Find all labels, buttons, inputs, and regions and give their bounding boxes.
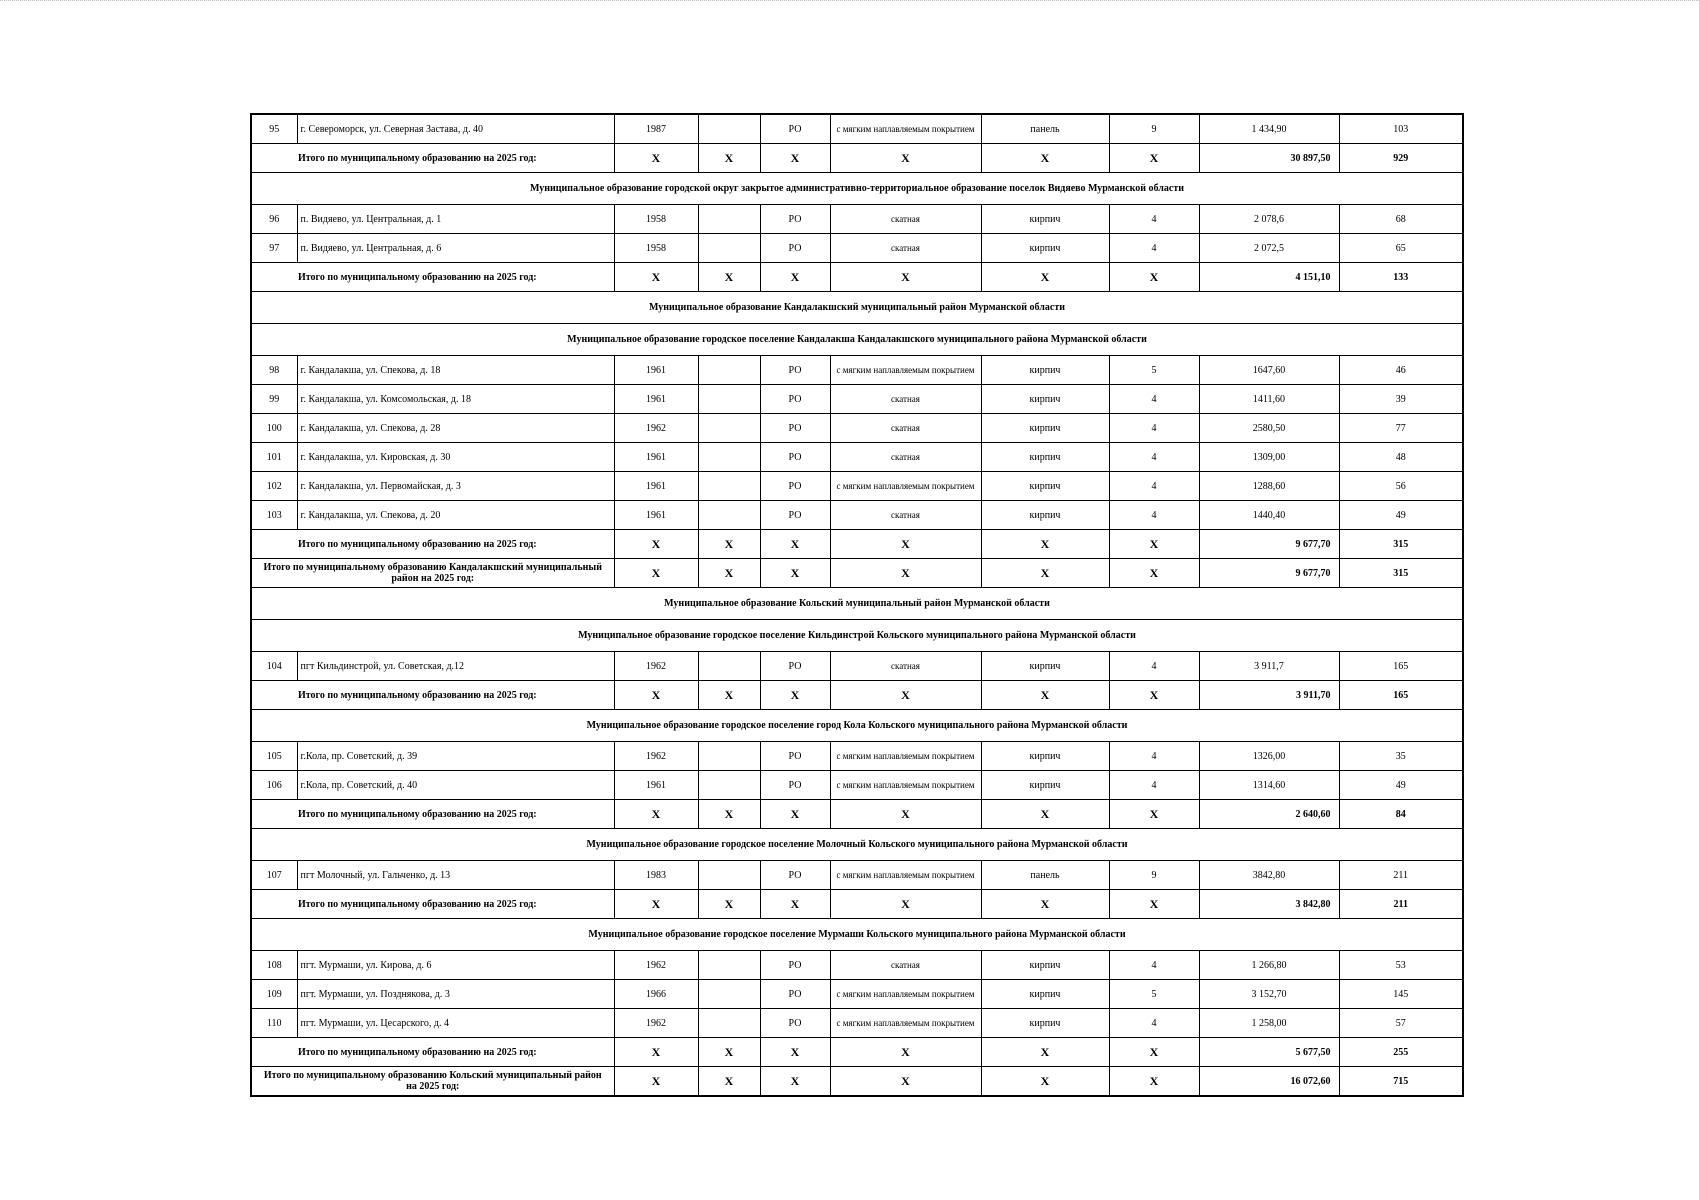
residents-cell: 77 — [1339, 414, 1463, 443]
x-mark: X — [981, 263, 1109, 292]
walls-cell: кирпич — [981, 652, 1109, 681]
x-mark: X — [830, 890, 981, 919]
table-row — [251, 472, 1463, 501]
table-row — [251, 501, 1463, 530]
x-mark: X — [760, 144, 830, 173]
residents-cell: 49 — [1339, 771, 1463, 800]
walls-cell: кирпич — [981, 951, 1109, 980]
row-number: 103 — [251, 501, 297, 530]
ro-cell: РО — [760, 472, 830, 501]
x-mark: X — [830, 559, 981, 588]
total-area: 3 842,80 — [1199, 890, 1339, 919]
x-mark: X — [830, 1038, 981, 1067]
walls-cell: кирпич — [981, 742, 1109, 771]
x-mark: X — [760, 559, 830, 588]
total-label: Итого по муниципальному образованию Кольский муниципальный район на 2025 год: — [251, 1067, 614, 1097]
address-cell: пгт. Мурмаши, ул. Цесарского, д. 4 — [297, 1009, 614, 1038]
x-mark: X — [760, 1067, 830, 1097]
empty-cell — [698, 443, 760, 472]
x-mark: X — [698, 263, 760, 292]
total-label: Итого по муниципальному образованию на 2025 год: — [251, 530, 614, 559]
x-mark: X — [614, 559, 698, 588]
walls-cell: кирпич — [981, 234, 1109, 263]
residents-cell: 35 — [1339, 742, 1463, 771]
address-cell: г. Кандалакша, ул. Спекова, д. 20 — [297, 501, 614, 530]
walls-cell: кирпич — [981, 501, 1109, 530]
x-mark: X — [830, 681, 981, 710]
ro-cell: РО — [760, 501, 830, 530]
area-cell: 1314,60 — [1199, 771, 1339, 800]
residents-cell: 39 — [1339, 385, 1463, 414]
total-area: 30 897,50 — [1199, 144, 1339, 173]
ro-cell: РО — [760, 114, 830, 144]
area-cell: 3 152,70 — [1199, 980, 1339, 1009]
row-number: 101 — [251, 443, 297, 472]
year-cell: 1958 — [614, 205, 698, 234]
roof-cell: с мягким наплавляемым покрытием — [830, 114, 981, 144]
area-cell: 1 434,90 — [1199, 114, 1339, 144]
x-mark: X — [760, 681, 830, 710]
table-row — [251, 742, 1463, 771]
x-mark: X — [698, 530, 760, 559]
ro-cell: РО — [760, 205, 830, 234]
table-row — [251, 356, 1463, 385]
year-cell: 1961 — [614, 385, 698, 414]
empty-cell — [698, 205, 760, 234]
section-header-row — [251, 173, 1463, 205]
scan-edge — [0, 0, 1699, 7]
x-mark: X — [830, 1067, 981, 1097]
section-header-row — [251, 710, 1463, 742]
table-row — [251, 205, 1463, 234]
x-mark: X — [760, 530, 830, 559]
residents-cell: 49 — [1339, 501, 1463, 530]
empty-cell — [698, 951, 760, 980]
floors-cell: 4 — [1109, 443, 1199, 472]
row-number: 98 — [251, 356, 297, 385]
total-residents: 929 — [1339, 144, 1463, 173]
area-cell: 1411,60 — [1199, 385, 1339, 414]
area-cell: 1 258,00 — [1199, 1009, 1339, 1038]
roof-cell: скатная — [830, 652, 981, 681]
floors-cell: 4 — [1109, 501, 1199, 530]
walls-cell: кирпич — [981, 356, 1109, 385]
x-mark: X — [981, 559, 1109, 588]
empty-cell — [698, 234, 760, 263]
residents-cell: 103 — [1339, 114, 1463, 144]
total-label: Итого по муниципальному образованию на 2025 год: — [251, 144, 614, 173]
x-mark: X — [981, 1038, 1109, 1067]
residents-cell: 145 — [1339, 980, 1463, 1009]
empty-cell — [698, 356, 760, 385]
x-mark: X — [760, 263, 830, 292]
x-mark: X — [760, 890, 830, 919]
total-label: Итого по муниципальному образованию на 2025 год: — [251, 681, 614, 710]
residents-cell: 48 — [1339, 443, 1463, 472]
table-row — [251, 234, 1463, 263]
area-cell: 2 078,6 — [1199, 205, 1339, 234]
x-mark: X — [830, 144, 981, 173]
x-mark: X — [614, 890, 698, 919]
residents-cell: 165 — [1339, 652, 1463, 681]
x-mark: X — [698, 144, 760, 173]
empty-cell — [698, 771, 760, 800]
district-total-row — [251, 1067, 1463, 1097]
floors-cell: 4 — [1109, 414, 1199, 443]
table-row — [251, 980, 1463, 1009]
ro-cell: РО — [760, 1009, 830, 1038]
area-cell: 1 266,80 — [1199, 951, 1339, 980]
roof-cell: с мягким наплавляемым покрытием — [830, 1009, 981, 1038]
roof-cell: с мягким наплавляемым покрытием — [830, 980, 981, 1009]
x-mark: X — [830, 263, 981, 292]
municipality-total-row — [251, 144, 1463, 173]
year-cell: 1961 — [614, 501, 698, 530]
section-header: Муниципальное образование городское поселение Мурмаши Кольского муниципального района Мурманской области — [251, 919, 1463, 951]
x-mark: X — [614, 800, 698, 829]
ro-cell: РО — [760, 414, 830, 443]
floors-cell: 4 — [1109, 472, 1199, 501]
x-mark: X — [614, 681, 698, 710]
ro-cell: РО — [760, 443, 830, 472]
address-cell: г. Кандалакша, ул. Первомайская, д. 3 — [297, 472, 614, 501]
table-row — [251, 414, 1463, 443]
x-mark: X — [981, 890, 1109, 919]
municipality-total-row — [251, 800, 1463, 829]
residents-cell: 65 — [1339, 234, 1463, 263]
area-cell: 1288,60 — [1199, 472, 1339, 501]
year-cell: 1962 — [614, 951, 698, 980]
roof-cell: скатная — [830, 385, 981, 414]
x-mark: X — [698, 1038, 760, 1067]
walls-cell: кирпич — [981, 771, 1109, 800]
empty-cell — [698, 414, 760, 443]
municipality-total-row — [251, 1038, 1463, 1067]
year-cell: 1961 — [614, 443, 698, 472]
x-mark: X — [981, 800, 1109, 829]
table-row — [251, 1009, 1463, 1038]
section-header-row — [251, 588, 1463, 620]
table-row — [251, 861, 1463, 890]
x-mark: X — [1109, 800, 1199, 829]
residents-cell: 211 — [1339, 861, 1463, 890]
ro-cell: РО — [760, 980, 830, 1009]
empty-cell — [698, 742, 760, 771]
x-mark: X — [1109, 559, 1199, 588]
municipality-total-row — [251, 890, 1463, 919]
total-residents: 84 — [1339, 800, 1463, 829]
area-cell: 2 072,5 — [1199, 234, 1339, 263]
total-residents: 255 — [1339, 1038, 1463, 1067]
walls-cell: кирпич — [981, 414, 1109, 443]
x-mark: X — [1109, 681, 1199, 710]
total-area: 3 911,70 — [1199, 681, 1339, 710]
year-cell: 1962 — [614, 742, 698, 771]
floors-cell: 4 — [1109, 234, 1199, 263]
empty-cell — [698, 385, 760, 414]
table-row — [251, 114, 1463, 144]
walls-cell: кирпич — [981, 980, 1109, 1009]
total-area: 9 677,70 — [1199, 559, 1339, 588]
year-cell: 1961 — [614, 771, 698, 800]
row-number: 108 — [251, 951, 297, 980]
x-mark: X — [981, 681, 1109, 710]
total-residents: 133 — [1339, 263, 1463, 292]
roof-cell: скатная — [830, 951, 981, 980]
residents-cell: 46 — [1339, 356, 1463, 385]
area-cell: 3 911,7 — [1199, 652, 1339, 681]
area-cell: 1309,00 — [1199, 443, 1339, 472]
table-row — [251, 385, 1463, 414]
walls-cell: панель — [981, 861, 1109, 890]
total-label: Итого по муниципальному образованию на 2025 год: — [251, 800, 614, 829]
year-cell: 1962 — [614, 414, 698, 443]
empty-cell — [698, 501, 760, 530]
total-area: 16 072,60 — [1199, 1067, 1339, 1097]
total-area: 4 151,10 — [1199, 263, 1339, 292]
address-cell: г. Кандалакша, ул. Кировская, д. 30 — [297, 443, 614, 472]
roof-cell: скатная — [830, 234, 981, 263]
row-number: 96 — [251, 205, 297, 234]
floors-cell: 4 — [1109, 1009, 1199, 1038]
empty-cell — [698, 980, 760, 1009]
address-cell: г.Кола, пр. Советский, д. 39 — [297, 742, 614, 771]
x-mark: X — [614, 263, 698, 292]
x-mark: X — [698, 800, 760, 829]
ro-cell: РО — [760, 861, 830, 890]
section-header: Муниципальное образование Кандалакшский муниципальный район Мурманской области — [251, 292, 1463, 324]
district-total-row — [251, 559, 1463, 588]
total-label: Итого по муниципальному образованию на 2025 год: — [251, 263, 614, 292]
floors-cell: 9 — [1109, 114, 1199, 144]
row-number: 105 — [251, 742, 297, 771]
row-number: 106 — [251, 771, 297, 800]
section-header: Муниципальное образование городской округ закрытое административно-территориальное образование поселок Видяево Мурманской области — [251, 173, 1463, 205]
x-mark: X — [1109, 890, 1199, 919]
address-cell: г. Кандалакша, ул. Спекова, д. 28 — [297, 414, 614, 443]
section-header-row — [251, 829, 1463, 861]
x-mark: X — [981, 530, 1109, 559]
residents-cell: 53 — [1339, 951, 1463, 980]
total-area: 5 677,50 — [1199, 1038, 1339, 1067]
empty-cell — [698, 652, 760, 681]
x-mark: X — [1109, 263, 1199, 292]
municipality-total-row — [251, 530, 1463, 559]
total-label: Итого по муниципальному образованию на 2025 год: — [251, 890, 614, 919]
year-cell: 1961 — [614, 356, 698, 385]
ro-cell: РО — [760, 652, 830, 681]
document-page — [250, 113, 1462, 1097]
row-number: 107 — [251, 861, 297, 890]
x-mark: X — [614, 530, 698, 559]
residents-cell: 68 — [1339, 205, 1463, 234]
total-residents: 165 — [1339, 681, 1463, 710]
x-mark: X — [1109, 530, 1199, 559]
x-mark: X — [981, 1067, 1109, 1097]
floors-cell: 4 — [1109, 652, 1199, 681]
total-area: 9 677,70 — [1199, 530, 1339, 559]
x-mark: X — [760, 800, 830, 829]
address-cell: г. Кандалакша, ул. Спекова, д. 18 — [297, 356, 614, 385]
x-mark: X — [698, 890, 760, 919]
empty-cell — [698, 472, 760, 501]
total-area: 2 640,60 — [1199, 800, 1339, 829]
walls-cell: кирпич — [981, 1009, 1109, 1038]
area-cell: 3842,80 — [1199, 861, 1339, 890]
residents-cell: 57 — [1339, 1009, 1463, 1038]
floors-cell: 5 — [1109, 356, 1199, 385]
row-number: 100 — [251, 414, 297, 443]
x-mark: X — [614, 1038, 698, 1067]
section-header: Муниципальное образование городское поселение Кильдинстрой Кольского муниципального района Мурманской области — [251, 620, 1463, 652]
area-cell: 2580,50 — [1199, 414, 1339, 443]
table-row — [251, 443, 1463, 472]
floors-cell: 4 — [1109, 205, 1199, 234]
total-residents: 715 — [1339, 1067, 1463, 1097]
year-cell: 1983 — [614, 861, 698, 890]
address-cell: пгт. Мурмаши, ул. Кирова, д. 6 — [297, 951, 614, 980]
section-header-row — [251, 292, 1463, 324]
x-mark: X — [760, 1038, 830, 1067]
area-cell: 1326,00 — [1199, 742, 1339, 771]
floors-cell: 9 — [1109, 861, 1199, 890]
ro-cell: РО — [760, 234, 830, 263]
roof-cell: с мягким наплавляемым покрытием — [830, 472, 981, 501]
roof-cell: с мягким наплавляемым покрытием — [830, 742, 981, 771]
empty-cell — [698, 1009, 760, 1038]
row-number: 104 — [251, 652, 297, 681]
roof-cell: с мягким наплавляемым покрытием — [830, 861, 981, 890]
row-number: 109 — [251, 980, 297, 1009]
section-header: Муниципальное образование Кольский муниципальный район Мурманской области — [251, 588, 1463, 620]
row-number: 99 — [251, 385, 297, 414]
address-cell: г. Североморск, ул. Северная Застава, д. 40 — [297, 114, 614, 144]
roof-cell: скатная — [830, 205, 981, 234]
x-mark: X — [1109, 144, 1199, 173]
ro-cell: РО — [760, 951, 830, 980]
ro-cell: РО — [760, 356, 830, 385]
section-header: Муниципальное образование городское поселение Молочный Кольского муниципального района Мурманской области — [251, 829, 1463, 861]
roof-cell: скатная — [830, 443, 981, 472]
row-number: 97 — [251, 234, 297, 263]
table-body — [251, 114, 1463, 1096]
x-mark: X — [698, 1067, 760, 1097]
address-cell: пгт Кильдинстрой, ул. Советская, д.12 — [297, 652, 614, 681]
floors-cell: 4 — [1109, 771, 1199, 800]
total-label: Итого по муниципальному образованию на 2025 год: — [251, 1038, 614, 1067]
row-number: 95 — [251, 114, 297, 144]
section-header: Муниципальное образование городское поселение город Кола Кольского муниципального района Мурманской области — [251, 710, 1463, 742]
section-header-row — [251, 324, 1463, 356]
section-header-row — [251, 620, 1463, 652]
floors-cell: 4 — [1109, 951, 1199, 980]
table-row — [251, 771, 1463, 800]
address-cell: пгт. Мурмаши, ул. Позднякова, д. 3 — [297, 980, 614, 1009]
total-residents: 315 — [1339, 530, 1463, 559]
year-cell: 1987 — [614, 114, 698, 144]
area-cell: 1647,60 — [1199, 356, 1339, 385]
total-label: Итого по муниципальному образованию Кандалакшский муниципальный район на 2025 год: — [251, 559, 614, 588]
municipality-total-row — [251, 681, 1463, 710]
x-mark: X — [698, 681, 760, 710]
empty-cell — [698, 114, 760, 144]
municipality-total-row — [251, 263, 1463, 292]
year-cell: 1961 — [614, 472, 698, 501]
roof-cell: скатная — [830, 414, 981, 443]
total-residents: 211 — [1339, 890, 1463, 919]
area-cell: 1440,40 — [1199, 501, 1339, 530]
floors-cell: 5 — [1109, 980, 1199, 1009]
address-cell: г.Кола, пр. Советский, д. 40 — [297, 771, 614, 800]
x-mark: X — [830, 530, 981, 559]
table-row — [251, 652, 1463, 681]
ro-cell: РО — [760, 385, 830, 414]
section-header: Муниципальное образование городское поселение Кандалакша Кандалакшского муниципального района Мурманской области — [251, 324, 1463, 356]
year-cell: 1962 — [614, 652, 698, 681]
address-cell: п. Видяево, ул. Центральная, д. 6 — [297, 234, 614, 263]
year-cell: 1966 — [614, 980, 698, 1009]
roof-cell: с мягким наплавляемым покрытием — [830, 356, 981, 385]
walls-cell: панель — [981, 114, 1109, 144]
x-mark: X — [698, 559, 760, 588]
buildings-table — [250, 113, 1464, 1097]
x-mark: X — [981, 144, 1109, 173]
address-cell: пгт Молочный, ул. Гальченко, д. 13 — [297, 861, 614, 890]
empty-cell — [698, 861, 760, 890]
ro-cell: РО — [760, 742, 830, 771]
x-mark: X — [830, 800, 981, 829]
x-mark: X — [1109, 1067, 1199, 1097]
x-mark: X — [614, 1067, 698, 1097]
roof-cell: скатная — [830, 501, 981, 530]
year-cell: 1962 — [614, 1009, 698, 1038]
address-cell: п. Видяево, ул. Центральная, д. 1 — [297, 205, 614, 234]
total-residents: 315 — [1339, 559, 1463, 588]
walls-cell: кирпич — [981, 472, 1109, 501]
x-mark: X — [614, 144, 698, 173]
section-header-row — [251, 919, 1463, 951]
floors-cell: 4 — [1109, 385, 1199, 414]
walls-cell: кирпич — [981, 443, 1109, 472]
roof-cell: с мягким наплавляемым покрытием — [830, 771, 981, 800]
ro-cell: РО — [760, 771, 830, 800]
floors-cell: 4 — [1109, 742, 1199, 771]
walls-cell: кирпич — [981, 205, 1109, 234]
residents-cell: 56 — [1339, 472, 1463, 501]
year-cell: 1958 — [614, 234, 698, 263]
x-mark: X — [1109, 1038, 1199, 1067]
row-number: 110 — [251, 1009, 297, 1038]
table-row — [251, 951, 1463, 980]
address-cell: г. Кандалакша, ул. Комсомольская, д. 18 — [297, 385, 614, 414]
row-number: 102 — [251, 472, 297, 501]
walls-cell: кирпич — [981, 385, 1109, 414]
